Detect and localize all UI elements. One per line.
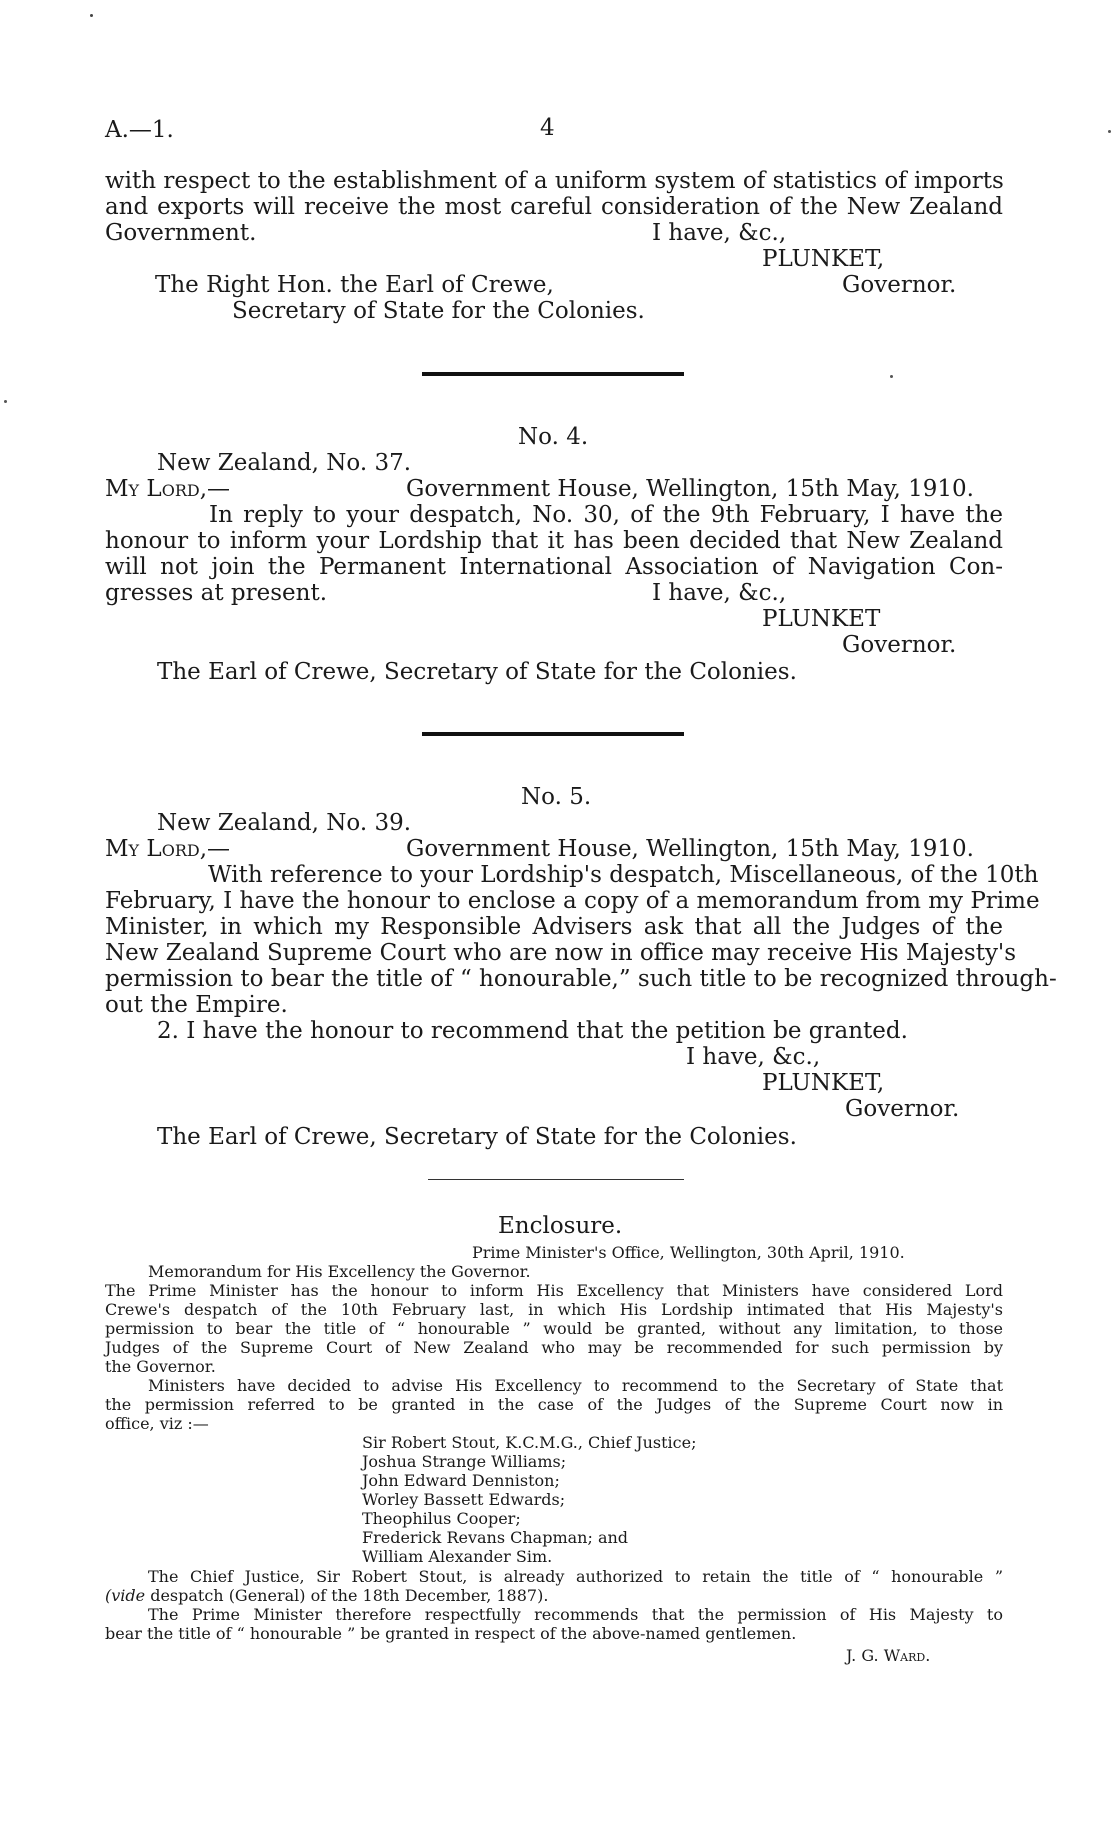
page-header-reference: A.—1. <box>105 117 174 143</box>
body-line: Government. <box>105 220 257 246</box>
judge-name: Frederick Revans Chapman; and <box>362 1528 629 1547</box>
letter-heading: No. 5. <box>521 784 592 810</box>
body-line: February, I have the honour to enclose a copy of a memorandum from my Prime <box>105 888 1040 914</box>
vide-reference: (vide <box>105 1586 146 1605</box>
body-line: gresses at present. <box>105 580 328 606</box>
scan-speck <box>890 375 893 378</box>
place-date: Government House, Wellington, 15th May, 1910. <box>406 476 974 502</box>
judge-name: Joshua Strange Williams; <box>362 1452 567 1471</box>
body-line: and exports will receive the most careful consideration of the New Zealand <box>105 194 1003 220</box>
closing-phrase: I have, &c., <box>652 220 787 246</box>
memo-line: bear the title of “ honourable ” be granted in respect of the above-named gentlemen. <box>105 1624 797 1643</box>
closing-phrase: I have, &c., <box>686 1044 821 1070</box>
salutation: My Lord,— <box>105 836 231 862</box>
memo-line: permission to bear the title of “ honourable ” would be granted, without any limitation, to those <box>105 1319 1003 1338</box>
body-line: out the Empire. <box>105 992 288 1018</box>
addressee: The Right Hon. the Earl of Crewe, <box>155 272 554 298</box>
memo-line: Ministers have decided to advise His Excellency to recommend to the Secretary of State that <box>148 1376 1003 1395</box>
salutation: My Lord,— <box>105 476 231 502</box>
signature: PLUNKET, <box>762 246 885 272</box>
letter-reference: New Zealand, No. 39. <box>157 810 412 836</box>
memo-line: the permission referred to be granted in the case of the Judges of the Supreme Court now in <box>105 1395 1003 1414</box>
addressee-line-2: Secretary of State for the Colonies. <box>232 298 645 324</box>
body-line: honour to inform your Lordship that it has been decided that New Zealand <box>105 528 1003 554</box>
memo-line: Crewe's despatch of the 10th February last, in which His Lordship intimated that His Majesty's <box>105 1300 1003 1319</box>
signature-title: Governor. <box>845 1096 960 1122</box>
body-line: In reply to your despatch, No. 30, of the 9th February, I have the <box>209 502 1003 528</box>
signature-title: Governor. <box>842 632 957 658</box>
letter-heading: No. 4. <box>518 424 589 450</box>
scan-speck <box>90 14 93 17</box>
memo-line: The Prime Minister therefore respectfully recommends that the permission of His Majesty to <box>148 1605 1003 1624</box>
signature: PLUNKET, <box>762 1070 885 1096</box>
section-divider <box>422 372 684 376</box>
judge-name: William Alexander Sim. <box>362 1547 553 1566</box>
judge-name: John Edward Denniston; <box>362 1471 560 1490</box>
enclosure-heading: Enclosure. <box>498 1213 623 1239</box>
letter-reference: New Zealand, No. 37. <box>157 450 412 476</box>
addressee: The Earl of Crewe, Secretary of State for the Colonies. <box>157 1124 797 1150</box>
closing-phrase: I have, &c., <box>652 580 787 606</box>
body-line: With reference to your Lordship's despatch, Miscellaneous, of the 10th <box>208 862 1039 888</box>
judge-name: Sir Robert Stout, K.C.M.G., Chief Justice; <box>362 1433 697 1452</box>
memo-line <box>105 1586 548 1605</box>
body-line: with respect to the establishment of a uniform system of statistics of imports <box>105 168 1004 194</box>
page-number: 4 <box>540 115 555 141</box>
body-line: Minister, in which my Responsible Advisers ask that all the Judges of the <box>105 914 1003 940</box>
scan-speck <box>4 400 7 403</box>
memo-line: office, viz :— <box>105 1414 209 1433</box>
scan-speck <box>1108 130 1111 133</box>
memo-line-text: despatch (General) of the 18th December, 1887). <box>150 1586 549 1605</box>
body-line: will not join the Permanent International Association of Navigation Con- <box>105 554 1003 580</box>
memo-line: Judges of the Supreme Court of New Zealand who may be recommended for such permission by <box>105 1338 1003 1357</box>
addressee: The Earl of Crewe, Secretary of State for the Colonies. <box>157 659 797 685</box>
section-divider <box>428 1179 684 1180</box>
memo-line: the Governor. <box>105 1357 216 1376</box>
memo-line: The Prime Minister has the honour to inform His Excellency that Ministers have considered Lord <box>105 1281 1003 1300</box>
section-divider <box>422 732 684 736</box>
body-line: permission to bear the title of “ honourable,” such title to be recognized through- <box>105 966 1057 992</box>
memo-signature: J. G. Ward. <box>846 1646 931 1665</box>
paragraph-2: 2. I have the honour to recommend that the petition be granted. <box>157 1018 908 1044</box>
memo-line: The Chief Justice, Sir Robert Stout, is already authorized to retain the title of “ honourable ” <box>148 1567 1003 1586</box>
place-date: Government House, Wellington, 15th May, 1910. <box>406 836 974 862</box>
signature-title: Governor. <box>842 272 957 298</box>
memo-title: Memorandum for His Excellency the Governor. <box>148 1262 531 1281</box>
enclosure-place-date: Prime Minister's Office, Wellington, 30th April, 1910. <box>472 1243 905 1262</box>
signature: PLUNKET <box>762 606 881 632</box>
body-line: New Zealand Supreme Court who are now in office may receive His Majesty's <box>105 940 1017 966</box>
judge-name: Theophilus Cooper; <box>362 1509 521 1528</box>
judge-name: Worley Bassett Edwards; <box>362 1490 566 1509</box>
